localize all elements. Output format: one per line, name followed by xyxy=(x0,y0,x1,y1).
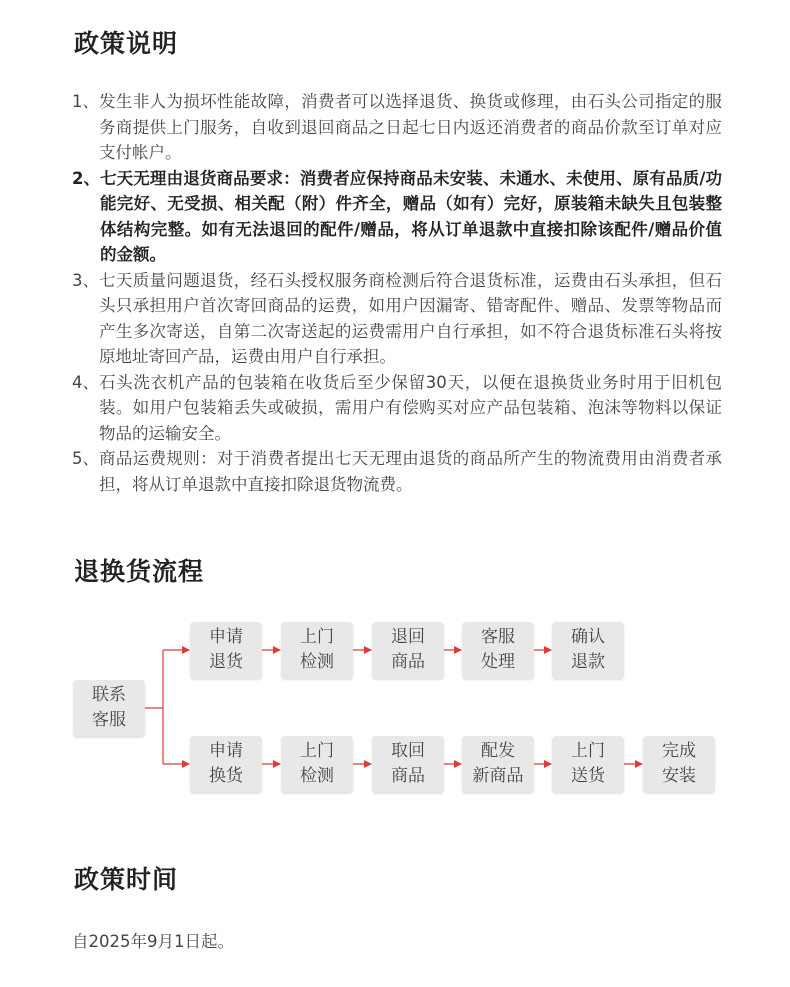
exchange-step-box xyxy=(552,736,624,792)
exchange-step-box xyxy=(372,736,444,792)
policy-item-number: 3、 xyxy=(72,270,99,290)
flow-title: 退换货流程 xyxy=(74,557,205,586)
step-label: 退回 商品 xyxy=(391,627,425,672)
exchange-step-box xyxy=(643,736,715,792)
step-label: 上门 送货 xyxy=(571,741,605,786)
policy-item-number: 5、 xyxy=(72,449,99,468)
policy-item-text: 商品运费规则：对于消费者提出七天无理由退货的商品所产生的物流费用由消费者承担，将从订单退款中直接扣除退货物流费。 xyxy=(99,449,722,494)
policy-item-number: 2、 xyxy=(72,168,100,188)
policy-item-text: 发生非人为损坏性能故障，消费者可以选择退货、换货或修理，由石头公司指定的服务商提供上门服务，自收到退回商品之日起七日内返还消费者的商品价款至订单对应支付帐户。 xyxy=(99,92,722,162)
step-label: 配发 新商品 xyxy=(472,741,524,786)
policy-item xyxy=(72,370,722,447)
exchange-step-box xyxy=(462,736,534,792)
policy-item-text: 石头洗衣机产品的包装箱在收货后至少保留30天，以便在退换货业务时用于旧机包装。如用户包装箱丢失或破损，需用户有偿购买对应产品包装箱、泡沫等物料以保证物品的运输安全。 xyxy=(99,372,722,443)
return-step-box xyxy=(281,622,353,678)
time-title: 政策时间 xyxy=(74,865,179,894)
step-label: 完成 安装 xyxy=(662,741,696,786)
step-label: 取回 商品 xyxy=(391,741,425,786)
step-label: 申请 退货 xyxy=(209,627,243,672)
policy-item xyxy=(72,89,722,166)
policy-item-number: 4、 xyxy=(72,372,99,392)
step-label: 客服 处理 xyxy=(481,627,515,672)
policy-item xyxy=(72,268,722,370)
step-label: 上门 检测 xyxy=(300,627,334,672)
policy-item-text: 七天质量问题退货，经石头授权服务商检测后符合退货标准，运费由石头承担，但石头只承担用户首次寄回商品的运费，如用户因漏寄、错寄配件、赠品、发票等物品而产生多次寄送，自第二次寄送起的运费需用户自行承担，如不符合退货标准石头将按原地址寄回产品，运费由用户自行承担。 xyxy=(99,270,722,366)
policy-title: 政策说明 xyxy=(74,29,179,58)
exchange-step-box xyxy=(190,736,262,792)
return-step-box xyxy=(190,622,262,678)
return-step-box xyxy=(372,622,444,678)
return-step-box xyxy=(462,622,534,678)
step-label: 申请 换货 xyxy=(209,741,243,786)
step-label: 上门 检测 xyxy=(300,741,334,786)
policy-item-number: 1、 xyxy=(72,92,99,111)
exchange-step-box xyxy=(281,736,353,792)
step-label: 确认 退款 xyxy=(571,627,605,672)
return-step-box xyxy=(552,622,624,678)
policy-list xyxy=(72,89,722,497)
contact-service-box: 联系 客服 xyxy=(73,680,145,736)
effective-date-text: 自2025年9月1日起。 xyxy=(72,932,234,951)
policy-item-text: 七天无理由退货商品要求：消费者应保持商品未安装、未通水、未使用、原有品质/功能完好、无受损、相关配（附）件齐全，赠品（如有）完好，原装箱未缺失且包装整体结构完整。如有无法退回的配件/赠品，将从订单退款中直接扣除该配件/赠品价值的金额。 xyxy=(99,168,722,264)
policy-item xyxy=(72,446,722,497)
policy-item xyxy=(72,166,722,268)
